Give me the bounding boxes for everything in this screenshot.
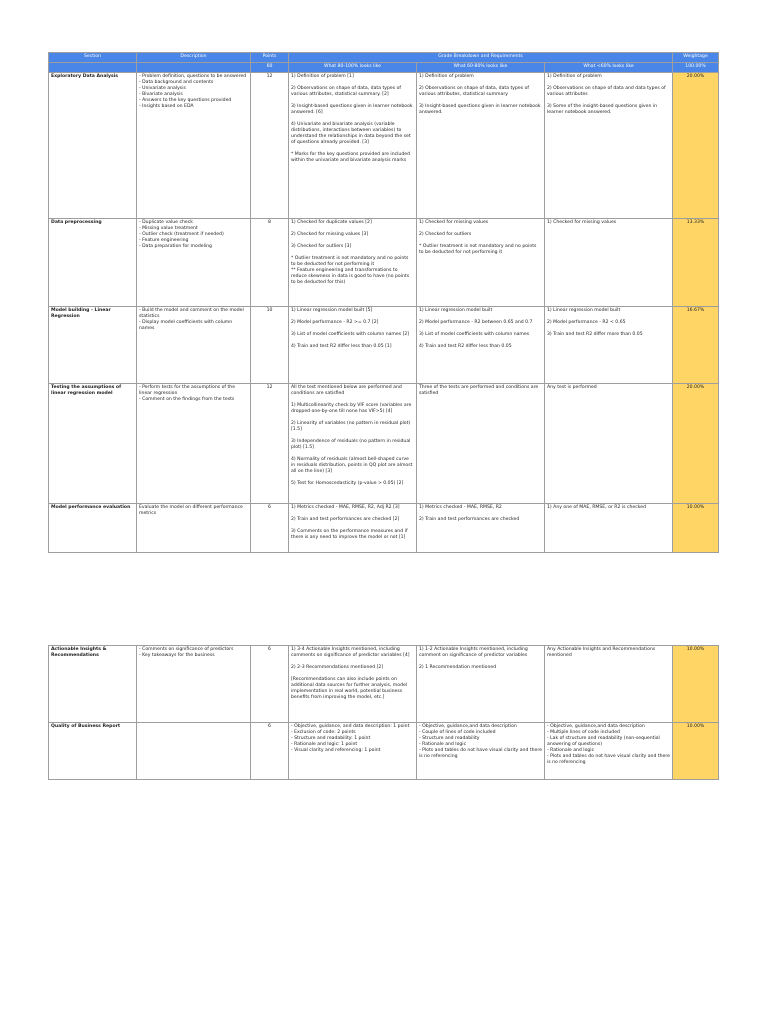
cell-line: - Missing value treatment <box>139 226 198 231</box>
section-cell: Actionable Insights & Recommendations <box>49 646 137 723</box>
cell-line: 1) Definition of problem <box>419 74 474 79</box>
table-row <box>49 723 719 780</box>
cell-line: 2) Linearity of variables (no pattern in residual plot) [1.5] <box>291 421 411 432</box>
criteria-lt-60-cell <box>545 504 673 553</box>
criteria-lt-60-cell <box>545 384 673 504</box>
cell-line: - Data preparation for modeling <box>139 244 212 249</box>
points-cell: 12 <box>251 384 289 504</box>
cell-line: 1) 1-2 Actionable Insights mentioned, including comment on significance of predictor variables <box>419 647 528 658</box>
points-cell: 6 <box>251 646 289 723</box>
rubric-table-continued <box>48 645 719 780</box>
criteria-lt-60-cell <box>545 219 673 307</box>
description-cell <box>137 723 251 780</box>
cell-line: 1) Linear regression model built <box>547 308 621 313</box>
description-cell <box>137 504 251 553</box>
cell-line: 2) Checked for missing values [3] <box>291 232 369 237</box>
cell-line: 4) Train and test R2 differ less than 0.05 [1] <box>291 344 392 349</box>
cell-line: - Objective, guidance, and data description: 1 point <box>291 724 410 729</box>
cell-line: 3) List of model coefficients with column names [2] <box>291 332 410 337</box>
header-80-100: What 80-100% looks like <box>289 63 417 73</box>
section-cell: Exploratory Data Analysis <box>49 73 137 219</box>
table-row <box>49 73 719 219</box>
header-points: Points <box>251 53 289 63</box>
header-60-80: What 60-80% looks like <box>417 63 545 73</box>
description-cell <box>137 73 251 219</box>
criteria-60-80-cell <box>417 219 545 307</box>
table-row <box>49 384 719 504</box>
criteria-lt-60-cell <box>545 646 673 723</box>
cell-line: 2) 1 Recommendation mentioned <box>419 665 497 670</box>
cell-line: 3) Train and test R2 differ more than 0.05 <box>547 332 643 337</box>
weightage-cell: 16.67% <box>673 307 719 384</box>
header-row-1 <box>49 53 719 63</box>
cell-line: [Recommendations can also include points on additional data sources for further analysis, model implementation in real world, potential business benefits from improving the model, etc.] <box>291 677 408 700</box>
criteria-80-100-cell <box>289 723 417 780</box>
points-cell: 10 <box>251 307 289 384</box>
cell-line: 1) 3-4 Actionable Insights mentioned, including comments on significance of predictor variables [4] <box>291 647 410 658</box>
section-cell: Quality of Business Report <box>49 723 137 780</box>
criteria-80-100-cell <box>289 646 417 723</box>
table-row <box>49 219 719 307</box>
criteria-80-100-cell <box>289 219 417 307</box>
cell-line: 3) List of model coefficients with column names <box>419 332 530 337</box>
weightage-cell: 13.33% <box>673 219 719 307</box>
points-cell: 8 <box>251 219 289 307</box>
points-cell: 6 <box>251 504 289 553</box>
cell-line: 2) Train and test performances are checked [2] <box>291 517 400 522</box>
criteria-lt-60-cell <box>545 307 673 384</box>
cell-line: Any test is performed <box>547 385 597 390</box>
section-cell: Model performance evaluation <box>49 504 137 553</box>
cell-line: 1) Metrics checked - MAE, RMSE, R2, Adj R2 [3] <box>291 505 400 510</box>
cell-line: 2) Observations on shape of data, data types of various attributes, statistical summary. [2] <box>291 86 402 97</box>
cell-line: - Lak of structure and readability (non-sequential answering of questions) <box>547 736 660 747</box>
cell-line: - Rationale and logic: 1 point <box>291 742 358 747</box>
header-row-2 <box>49 63 719 73</box>
cell-line: 2) 2-3 Recommendations mentioned [2] <box>291 665 384 670</box>
criteria-60-80-cell <box>417 504 545 553</box>
cell-line: Evaluate the model on different performance metrics <box>139 505 243 516</box>
header-blank-section <box>49 63 137 73</box>
criteria-60-80-cell <box>417 307 545 384</box>
cell-line: - Bivariate analysis <box>139 92 183 97</box>
cell-line: 3) Insight-based questions given in learner notebook answered. <box>419 104 541 115</box>
cell-line: 3) Comments on the performance measures and if there is any need to improve the model or not [1] <box>291 529 408 540</box>
cell-line: - Plots and tables do not have visual clarity and there is no referencing <box>547 754 670 765</box>
rubric-body <box>49 73 719 553</box>
cell-line: 3) Some of the insight-based questions given in learner notebook answered. <box>547 104 658 115</box>
cell-line: 1) Checked for duplicate values [2] <box>291 220 372 225</box>
cell-line: - Answers to the key questions provided <box>139 98 232 103</box>
criteria-80-100-cell <box>289 384 417 504</box>
cell-line: - Comments on significance of predictors <box>139 647 234 652</box>
weightage-cell: 10.00% <box>673 504 719 553</box>
cell-line: 2) Observations on shape of data, data types of various attributes, statistical summary <box>419 86 530 97</box>
description-cell <box>137 219 251 307</box>
weightage-cell: 20.00% <box>673 73 719 219</box>
cell-line: 1) Linear regression model built <box>419 308 493 313</box>
header-blank-description <box>137 63 251 73</box>
cell-line: - Key takeaways for the business <box>139 653 215 658</box>
criteria-80-100-cell <box>289 73 417 219</box>
cell-line: - Objective, guidance,and data description <box>419 724 517 729</box>
cell-line: 2) Train and test performances are checked <box>419 517 520 522</box>
section-cell: Testing the assumptions of linear regression model <box>49 384 137 504</box>
cell-line: - Insights based on EDA <box>139 104 194 109</box>
table-row <box>49 646 719 723</box>
cell-line: 3) Checked for outliers [3] <box>291 244 352 249</box>
cell-line: - Multiple lines of code included <box>547 730 620 735</box>
description-cell <box>137 307 251 384</box>
section-cell: Model building - Linear Regression <box>49 307 137 384</box>
cell-line: * Outlier treatment is not mandatory and no points to be deducted for not performing it <box>291 256 409 267</box>
cell-line: - Data background and contents <box>139 80 214 85</box>
header-total-weight: 100.00% <box>673 63 719 73</box>
cell-line: - Display model coefficients with column names <box>139 320 233 331</box>
cell-line: - Univariate analysis <box>139 86 186 91</box>
cell-line: 1) Definition of problem <box>547 74 602 79</box>
criteria-80-100-cell <box>289 307 417 384</box>
cell-line: 1) Checked for missing values <box>547 220 617 225</box>
weightage-cell: 20.00% <box>673 384 719 504</box>
header-lt-60: What <60% looks like <box>545 63 673 73</box>
cell-line: 2) Checked for outliers <box>419 232 472 237</box>
header-description: Description <box>137 53 251 63</box>
criteria-60-80-cell <box>417 384 545 504</box>
cell-line: 4) Normality of residuals (almost bell-shaped curve in residuals distribution, points in QQ plot are almost all on the line) [3] <box>291 457 413 474</box>
header-weightage: Weightage <box>673 53 719 63</box>
cell-line: - Rationale and logic <box>547 748 595 753</box>
criteria-80-100-cell <box>289 504 417 553</box>
points-cell: 12 <box>251 73 289 219</box>
cell-line: 2) Observations on shape of data and data types of various attributes <box>547 86 666 97</box>
cell-line: 3) Insight-based questions given in learner notebook answered. [6] <box>291 104 413 115</box>
rubric-body-continued <box>49 646 719 780</box>
header-grade-breakdown: Grade Breakdown and Requirements <box>289 53 673 63</box>
cell-line: - Feature engineering <box>139 238 189 243</box>
points-cell: 6 <box>251 723 289 780</box>
rubric-table <box>48 52 719 553</box>
cell-line: 3) Independence of residuals (no pattern in residual plot) [1.5] <box>291 439 411 450</box>
cell-line: 1) Linear regression model built [5] <box>291 308 373 313</box>
cell-line: - Structure and readability: 1 point <box>291 736 371 741</box>
cell-line: 4) Univariate and bivariate analysis (variable distributions, interactions between variables) to understand the relationships in data beyond the set of questions already provided. [3] <box>291 122 411 145</box>
cell-line: - Rationale and logic <box>419 742 467 747</box>
cell-line: - Couple of lines of code included <box>419 730 496 735</box>
cell-line: 1) Metrics checked - MAE, RMSE, R2 <box>419 505 502 510</box>
cell-line: - Outlier check (treatment if needed) <box>139 232 224 237</box>
description-cell <box>137 384 251 504</box>
criteria-60-80-cell <box>417 73 545 219</box>
cell-line: - Perform tests for the assumptions of the linear regression <box>139 385 236 396</box>
cell-line: ** Feature engineering and transformations to reduce skewness in data is good to have (no points to be deducted for this) <box>291 268 410 285</box>
description-cell <box>137 646 251 723</box>
cell-line: Three of the tests are performed and conditions are satisfied <box>419 385 539 396</box>
cell-line: All the test mentioned below are performed and conditions are satisfied <box>291 385 402 396</box>
cell-line: 1) Checked for missing values <box>419 220 489 225</box>
cell-line: 2) Model performance - R2 >= 0.7 [2] <box>291 320 379 325</box>
weightage-cell: 10.00% <box>673 723 719 780</box>
header-section: Section <box>49 53 137 63</box>
weightage-cell: 10.00% <box>673 646 719 723</box>
cell-line: - Build the model and comment on the model statistics <box>139 308 244 319</box>
cell-line: 5) Test for Homoscedasticity (p-value > 0.05) [2] <box>291 481 404 486</box>
cell-line: - Problem definition, questions to be answered <box>139 74 247 79</box>
cell-line: - Comment on the findings from the tests <box>139 397 235 402</box>
criteria-lt-60-cell <box>545 723 673 780</box>
cell-line: 2) Model performance - R2 < 0.65 <box>547 320 626 325</box>
cell-line: Any Actionable Insights and Recommendations mentioned <box>547 647 656 658</box>
table-row <box>49 504 719 553</box>
criteria-lt-60-cell <box>545 73 673 219</box>
cell-line: - Duplicate value check <box>139 220 193 225</box>
cell-line: * Outlier treatment is not mandatory and no points to be deducted for not performing it <box>419 244 537 255</box>
cell-line: 1) Multicollinearity check by VIF score (variables are dropped one-by-one till none has VIF>5) [4] <box>291 403 412 414</box>
cell-line: 1) Any one of MAE, RMSE, or R2 is checked <box>547 505 647 510</box>
cell-line: - Structure and readability <box>419 736 480 741</box>
header-total-points: 60 <box>251 63 289 73</box>
cell-line: - Plots and tables do not have visual clarity and there is no referencing <box>419 748 542 759</box>
cell-line: 4) Train and test R2 differ less than 0.05 <box>419 344 512 349</box>
cell-line: * Marks for the key questions provided are included within the univariate and bivariate analysis marks <box>291 152 410 163</box>
section-cell: Data preprocessing <box>49 219 137 307</box>
criteria-60-80-cell <box>417 723 545 780</box>
cell-line: 1) Definition of problem [1] <box>291 74 354 79</box>
cell-line: 2) Model performance - R2 between 0.65 and 0.7 <box>419 320 533 325</box>
cell-line: - Objective, guidance,and data description <box>547 724 645 729</box>
table-row <box>49 307 719 384</box>
cell-line: - Exclusion of code: 2 points <box>291 730 356 735</box>
cell-line: - Visual clarity and referencing: 1 point <box>291 748 381 753</box>
criteria-60-80-cell <box>417 646 545 723</box>
